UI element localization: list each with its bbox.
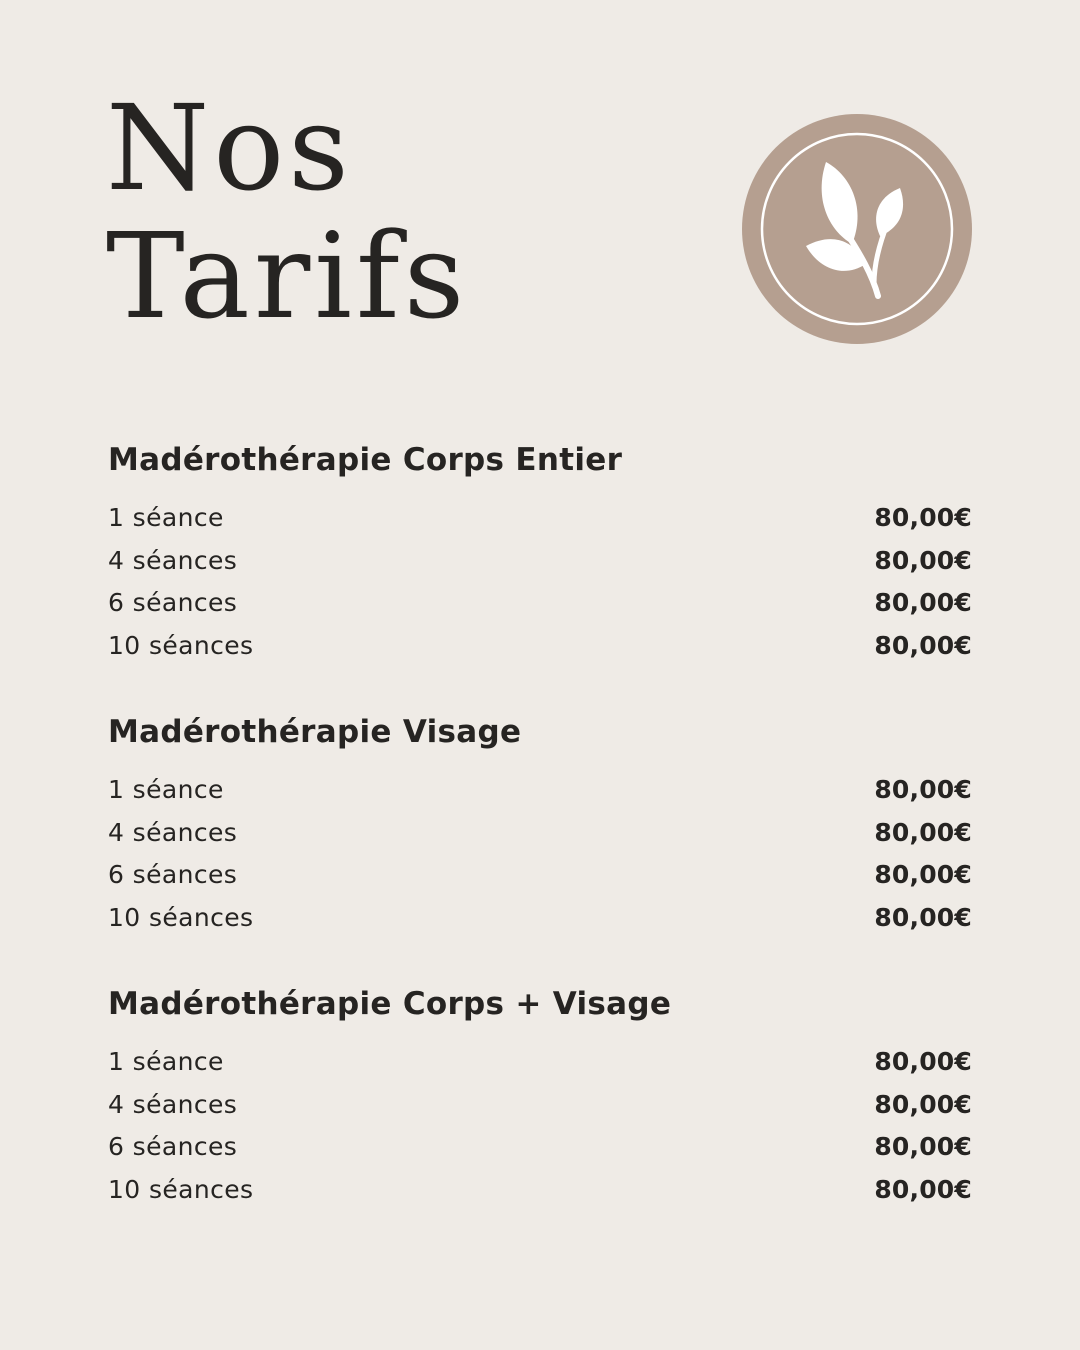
session-price: 80,00€ (874, 502, 972, 532)
session-label: 6 séances (108, 860, 238, 890)
page-title-line-2: Tarifs (106, 207, 469, 345)
section-title: Madérothérapie Corps Entier (108, 442, 623, 478)
section-corps-visage (108, 984, 972, 1211)
session-price: 80,00€ (874, 1132, 972, 1162)
session-label: 6 séances (108, 1132, 238, 1162)
price-row (108, 896, 972, 939)
session-label: 10 séances (108, 630, 254, 660)
session-label: 1 séance (108, 1046, 224, 1076)
session-label: 4 séances (108, 545, 238, 575)
price-row (108, 853, 972, 896)
price-row (108, 581, 972, 624)
price-row (108, 811, 972, 854)
session-label: 4 séances (108, 817, 238, 847)
session-price: 80,00€ (874, 1046, 972, 1076)
session-price: 80,00€ (874, 860, 972, 890)
price-row (108, 1083, 972, 1126)
price-row (108, 539, 972, 582)
price-list (108, 496, 972, 667)
price-list (108, 768, 972, 939)
session-label: 1 séance (108, 502, 224, 532)
section-visage (108, 712, 972, 939)
session-price: 80,00€ (874, 630, 972, 660)
session-price: 80,00€ (874, 817, 972, 847)
session-price: 80,00€ (874, 545, 972, 575)
price-row (108, 496, 972, 539)
session-price: 80,00€ (874, 774, 972, 804)
price-row (108, 1125, 972, 1168)
session-price: 80,00€ (874, 1174, 972, 1204)
session-label: 6 séances (108, 588, 238, 618)
session-label: 4 séances (108, 1089, 238, 1119)
price-row (108, 624, 972, 667)
session-price: 80,00€ (874, 1089, 972, 1119)
page-title-line-1: Nos (106, 79, 353, 217)
page-title (106, 79, 469, 345)
section-title: Madérothérapie Visage (108, 714, 522, 750)
leaf-emblem (742, 114, 972, 344)
section-title: Madérothérapie Corps + Visage (108, 986, 672, 1022)
price-row (108, 1040, 972, 1083)
section-corps-entier (108, 440, 972, 667)
price-list (108, 1040, 972, 1211)
price-row (108, 768, 972, 811)
session-label: 10 séances (108, 902, 254, 932)
price-row (108, 1168, 972, 1211)
session-label: 10 séances (108, 1174, 254, 1204)
session-label: 1 séance (108, 774, 224, 804)
session-price: 80,00€ (874, 902, 972, 932)
leaf-branch-icon (742, 114, 972, 344)
session-price: 80,00€ (874, 588, 972, 618)
